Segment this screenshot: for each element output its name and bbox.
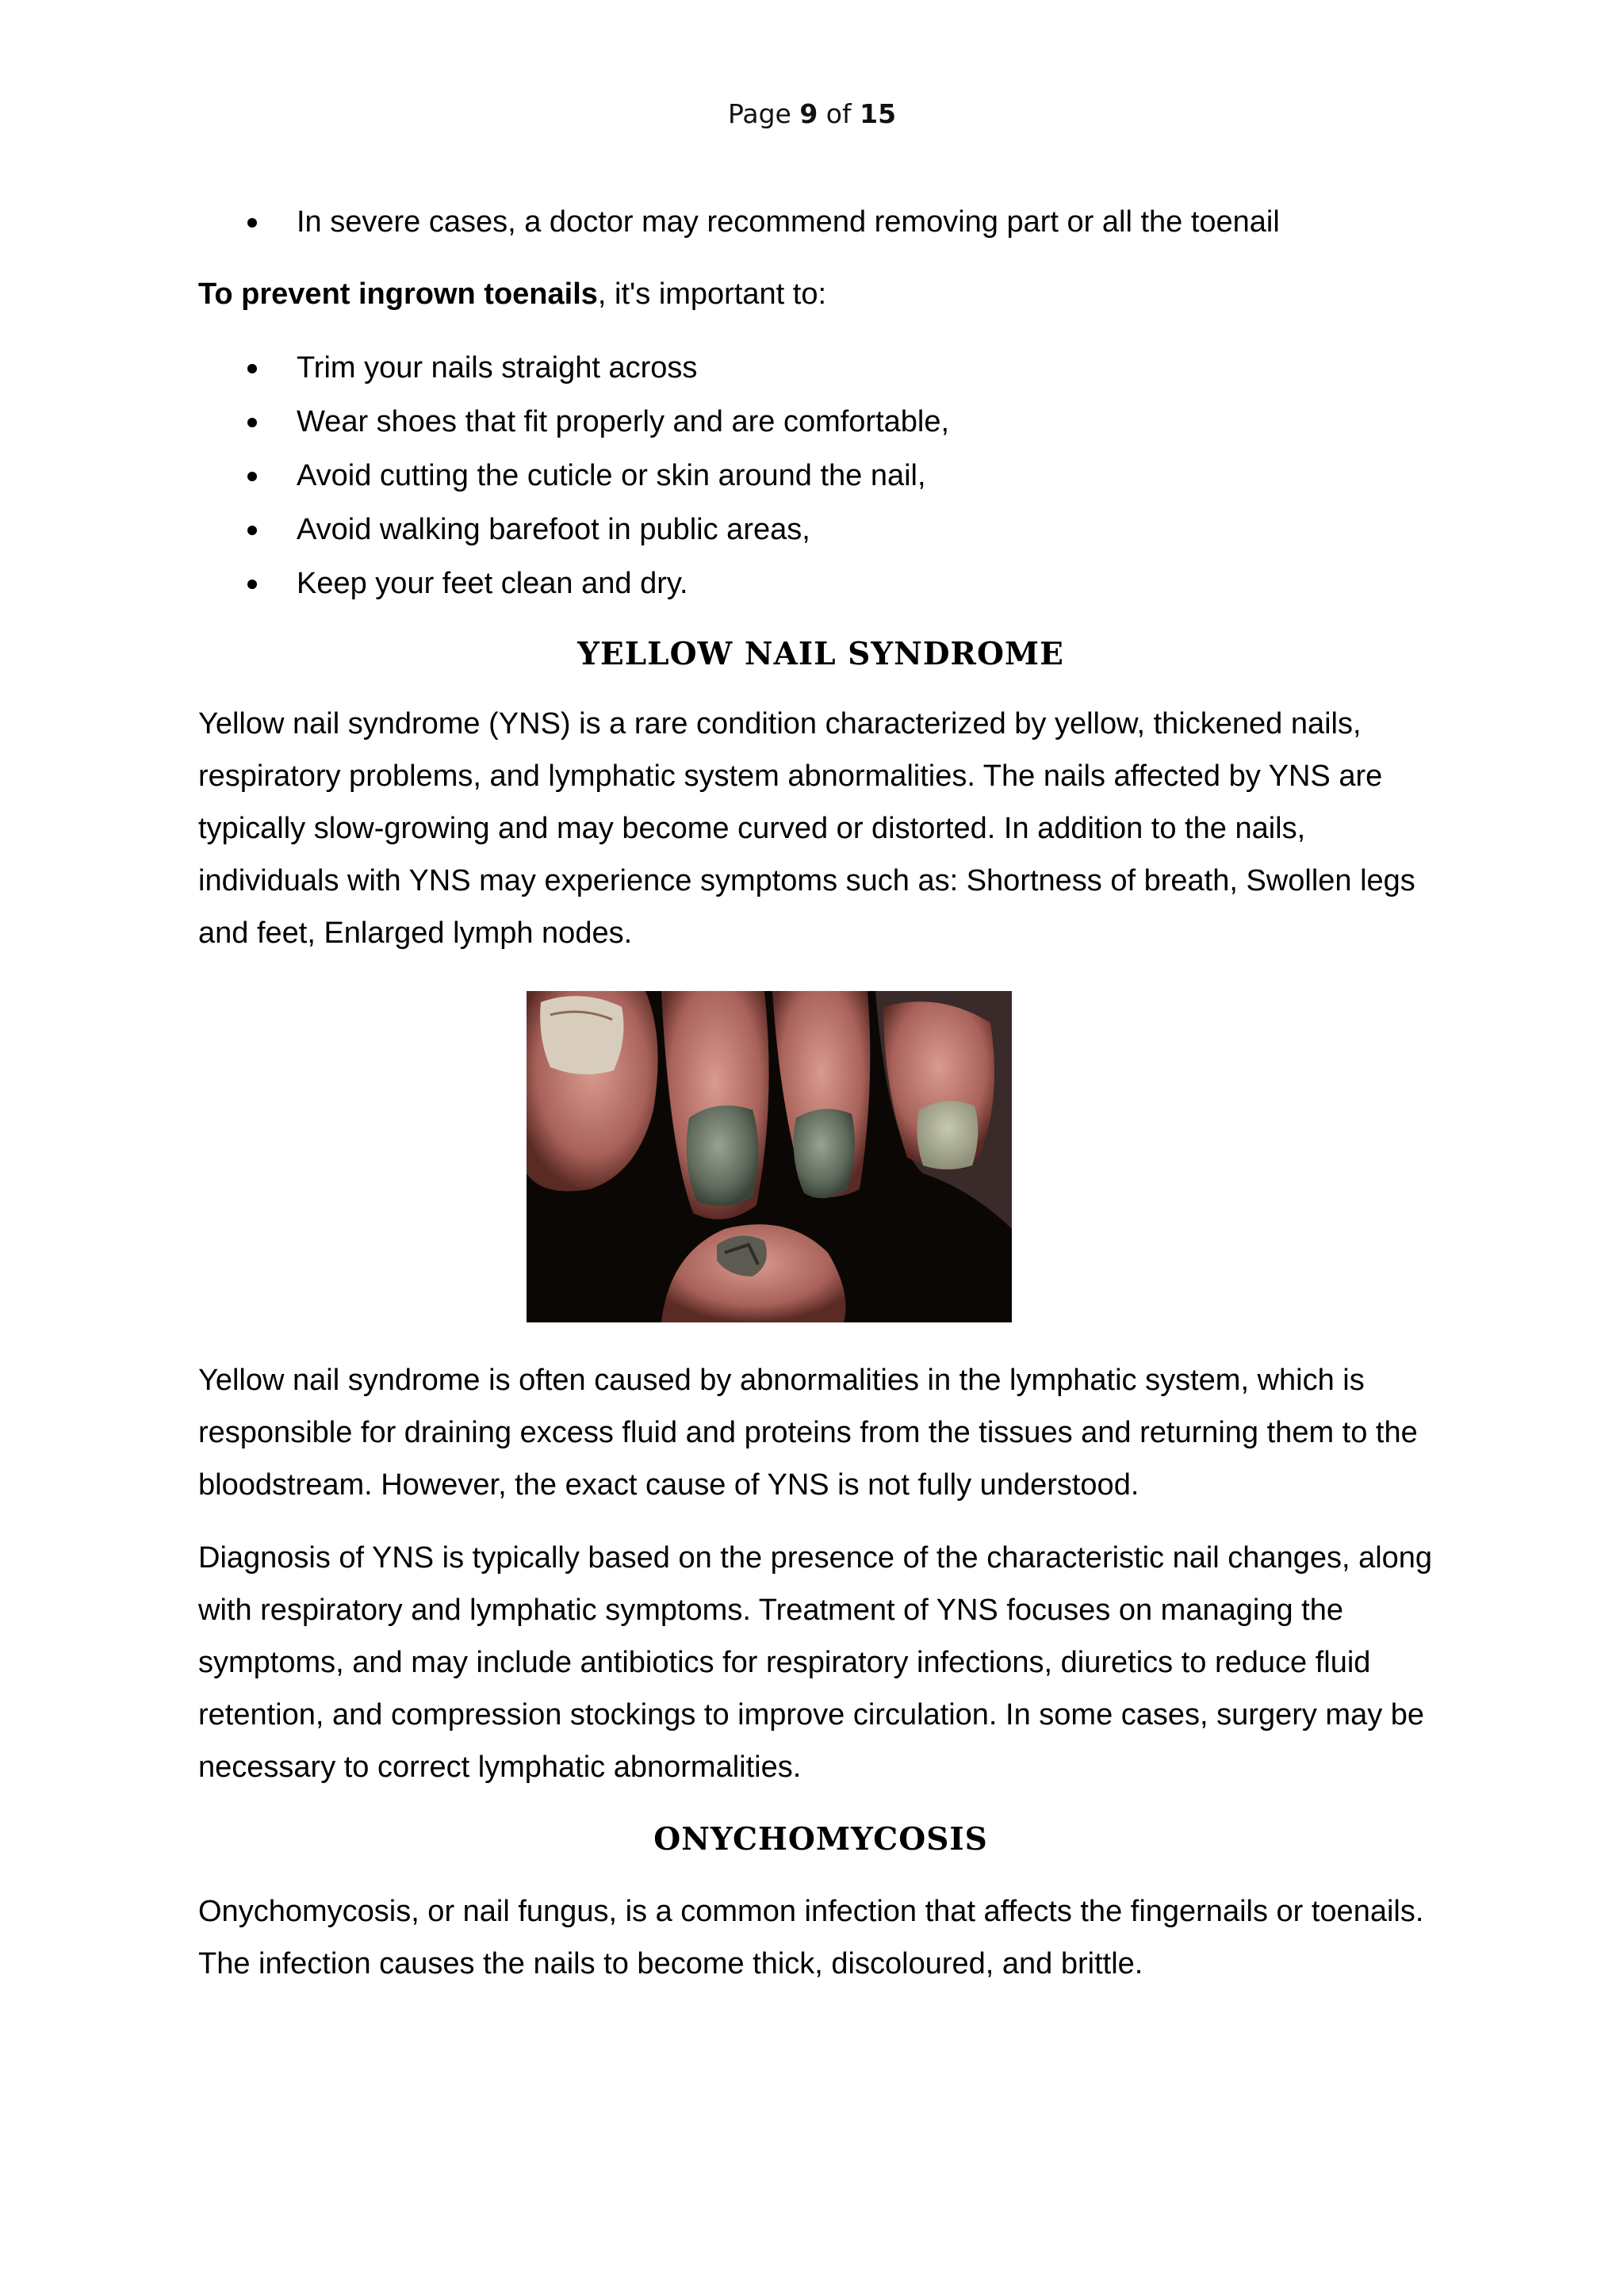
list-item (198, 395, 1443, 449)
bullet-icon (247, 218, 257, 228)
yns-paragraph-2: Yellow nail syndrome is often caused by abnormalities in the lymphatic system, which is responsible for draining excess fluid and proteins from the tissues and returning them to the bloodstream. However, the exact cause of YNS is not fully understood. (198, 1364, 1418, 1502)
prevention-bullet-list (198, 341, 1443, 610)
nail-photo (527, 991, 1012, 1322)
prevent-intro (198, 268, 1443, 320)
section-heading-yns: YELLOW NAIL SYNDROME (577, 636, 1064, 672)
current-page: 9 (799, 98, 818, 129)
list-item-text: Avoid walking barefoot in public areas, (297, 513, 810, 546)
prevent-intro-bold: To prevent ingrown toenails (198, 277, 598, 311)
list-item (198, 195, 1443, 249)
list-item-text: Avoid cutting the cuticle or skin around the nail, (297, 459, 926, 492)
list-item (198, 449, 1443, 503)
bullet-icon (247, 580, 257, 589)
page-number (0, 98, 1624, 129)
page-content (198, 195, 1443, 1990)
bullet-icon (247, 418, 257, 427)
section-heading-onychomycosis: ONYCHOMYCOSIS (653, 1821, 988, 1858)
list-item-text: Wear shoes that fit properly and are comfortable, (297, 405, 950, 438)
treatment-bullet-list (198, 195, 1443, 249)
onycho-paragraph-1: Onychomycosis, or nail fungus, is a common infection that affects the fingernails or toenails. The infection causes the nails to become thick, discoloured, and brittle. (198, 1895, 1424, 1980)
page-label: Page (727, 98, 800, 129)
nail-photo-illustration (527, 991, 1012, 1322)
list-item (198, 557, 1443, 610)
yns-paragraph-1: Yellow nail syndrome (YNS) is a rare condition characterized by yellow, thickened nails, respiratory problems, and lymphatic system abnormalities. The nails affected by YNS are typically slow-growing and may become curved or distorted. In addition to the nails, individuals with YNS may experience symptoms such as: Shortness of breath, Swollen legs and feet, Enlarged lymph nodes. (198, 707, 1415, 950)
list-item (198, 341, 1443, 395)
bullet-icon (247, 472, 257, 481)
yns-paragraph-3: Diagnosis of YNS is typically based on the presence of the characteristic nail changes, along with respiratory and lymphatic symptoms. Treatment of YNS focuses on managing the symptoms, and may include antibiotics for respiratory infections, diuretics to reduce fluid retention, and compression stockings to improve circulation. In some cases, surgery may be necessary to correct lymphatic abnormalities. (198, 1541, 1433, 1784)
list-item-text: Keep your feet clean and dry. (297, 567, 688, 600)
list-item-text: Trim your nails straight across (297, 351, 698, 385)
prevent-intro-rest: , it's important to: (597, 277, 827, 311)
total-pages: 15 (860, 98, 897, 129)
list-item-text: In severe cases, a doctor may recommend removing part or all the toenail (297, 205, 1280, 239)
bullet-icon (247, 526, 257, 535)
bullet-icon (247, 364, 257, 373)
page-of: of (818, 98, 860, 129)
list-item (198, 503, 1443, 557)
